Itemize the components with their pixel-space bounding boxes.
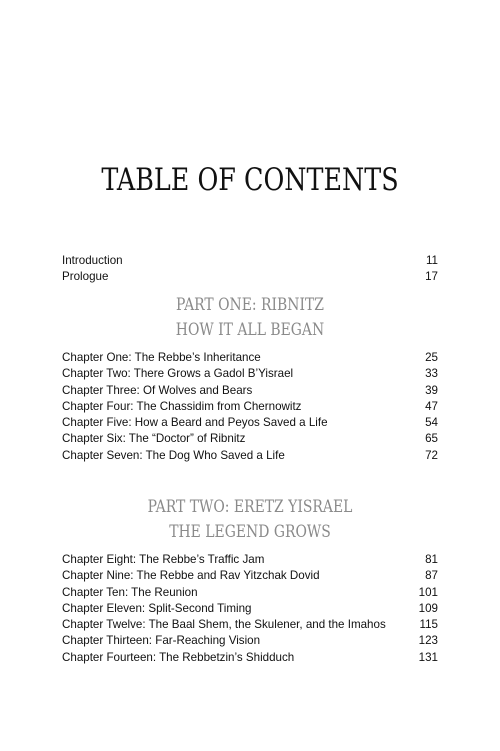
toc-entry-page: 11: [425, 254, 438, 267]
toc-entry-label: Chapter Eight: The Rebbe’s Traffic Jam: [62, 553, 265, 566]
toc-entry-page: 47: [425, 399, 438, 413]
toc-entry-label: Chapter Ten: The Reunion: [62, 585, 198, 599]
toc-entry[interactable]: [62, 350, 438, 366]
toc-entry-label: Chapter Five: How a Beard and Peyos Saved a Life: [62, 416, 328, 430]
toc-entry-page: 39: [425, 383, 438, 397]
toc-entry[interactable]: [62, 431, 438, 447]
toc-entry-label: Chapter Eleven: Split-Second Timing: [62, 601, 252, 615]
toc-entry-page: 101: [418, 585, 438, 599]
toc-entry-page: 33: [425, 367, 438, 381]
toc-entry-label: Prologue: [62, 270, 109, 284]
toc-entry-label: Chapter Two: There Grows a Gadol B’Yisrael: [62, 367, 294, 381]
toc-entry[interactable]: [62, 415, 438, 431]
toc-entry-label: Chapter Fourteen: The Rebbetzin’s Shidduch: [62, 650, 295, 664]
toc-entry-label: Chapter One: The Rebbe’s Inheritance: [62, 351, 261, 364]
toc-entry-page: 123: [418, 634, 438, 648]
toc-entry[interactable]: [62, 568, 438, 584]
part-one-heading-line2: HOW IT ALL BEGAN: [175, 320, 325, 340]
page-title: TABLE OF CONTENTS: [101, 162, 399, 198]
toc-entry-page: 109: [418, 601, 438, 615]
part-one-heading-line1: PART ONE: RIBNITZ: [175, 295, 325, 315]
toc-entry[interactable]: [62, 650, 438, 666]
toc-entry[interactable]: [62, 585, 438, 601]
toc-entry[interactable]: [62, 552, 438, 568]
toc-entry-page: 65: [425, 432, 438, 446]
toc-entry-label: Chapter Twelve: The Baal Shem, the Skulener, and the Imahos: [62, 618, 386, 632]
toc-entry-page: 115: [419, 618, 438, 632]
toc-entry-label: Chapter Four: The Chassidim from Chernowitz: [62, 399, 302, 413]
part-two-heading-line2: THE LEGEND GROWS: [169, 522, 331, 542]
part-two-heading: [45, 495, 455, 545]
toc-entry-page: 131: [418, 650, 438, 664]
part-two-heading-line1: PART TWO: ERETZ YISRAEL: [147, 497, 353, 517]
toc-entry-page: 17: [425, 270, 438, 284]
toc-entry[interactable]: [62, 383, 438, 399]
toc-entry-page: 81: [425, 553, 438, 566]
toc-entry-label: Chapter Three: Of Wolves and Bears: [62, 383, 253, 397]
toc-entry[interactable]: [62, 617, 438, 633]
toc-entry-page: 72: [425, 448, 438, 462]
toc-entry-label: Chapter Nine: The Rebbe and Rav Yitzchak Dovid: [62, 569, 320, 583]
toc-entry-label: Introduction: [62, 254, 123, 267]
toc-entry[interactable]: [62, 633, 438, 649]
toc-entry-label: Chapter Six: The “Doctor” of Ribnitz: [62, 432, 246, 446]
toc-entry[interactable]: [62, 269, 438, 285]
toc-entry-page: 87: [425, 569, 438, 583]
toc-entry-label: Chapter Thirteen: Far-Reaching Vision: [62, 634, 261, 648]
toc-entry[interactable]: [62, 366, 438, 382]
toc-entry[interactable]: [62, 601, 438, 617]
toc-entry-label: Chapter Seven: The Dog Who Saved a Life: [62, 448, 285, 462]
part-one-heading: [45, 293, 455, 343]
toc-entry-page: 54: [425, 416, 438, 430]
toc-entry[interactable]: [62, 253, 438, 269]
front-matter-list: [62, 253, 438, 286]
part-two-chapter-list: [62, 552, 438, 666]
toc-entry[interactable]: [62, 448, 438, 464]
toc-entry[interactable]: [62, 399, 438, 415]
part-one-chapter-list: [62, 350, 438, 464]
toc-entry-page: 25: [425, 351, 438, 364]
